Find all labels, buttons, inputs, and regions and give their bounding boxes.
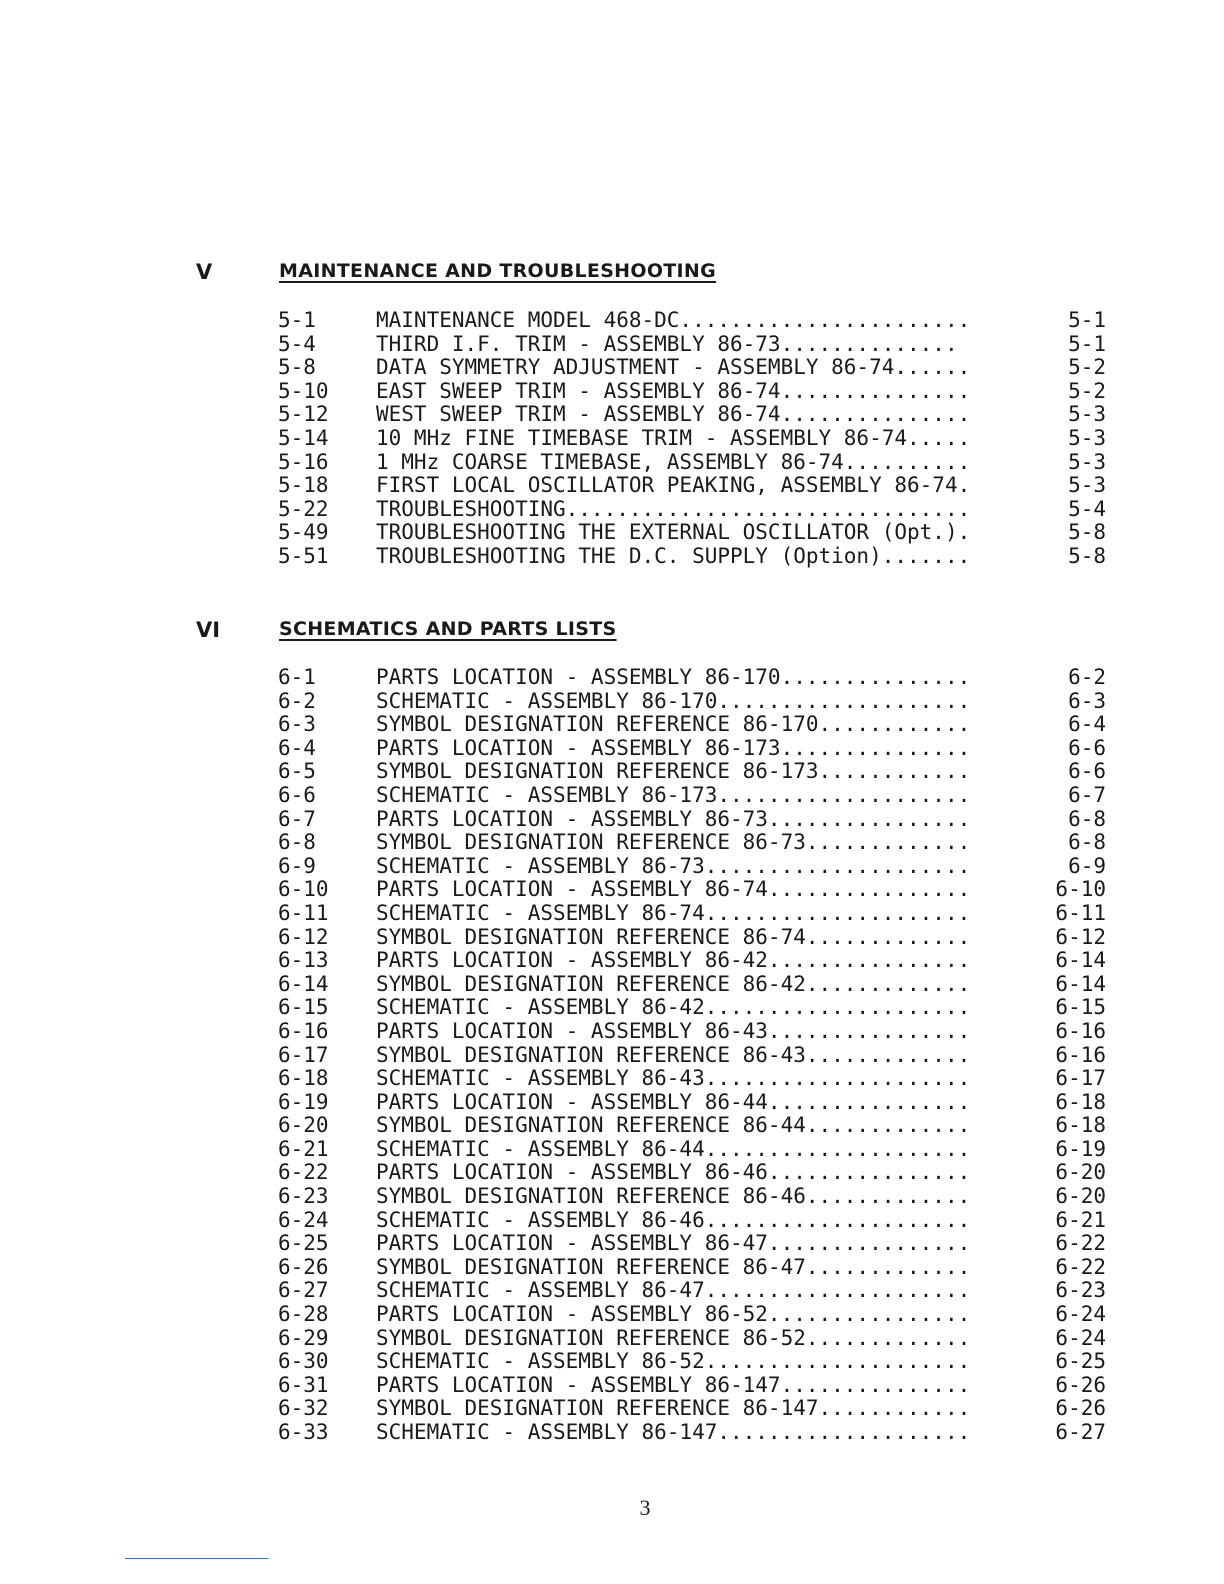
toc-entry-page: 6-26 (1055, 1372, 1106, 1397)
toc-entry-number: 5-18 (278, 473, 329, 498)
footer-divider (125, 1558, 268, 1559)
toc-entry-page: 6-9 (1068, 853, 1106, 878)
toc-entry-title: SYMBOL DESIGNATION REFERENCE 86-170............ (376, 713, 971, 737)
toc-entry-number: 6-19 (278, 1089, 329, 1114)
toc-entry-number: 5-14 (278, 425, 329, 450)
toc-entry-page: 6-19 (1055, 1136, 1106, 1161)
toc-entry (0, 690, 1224, 714)
toc-entry-page: 6-4 (1068, 712, 1106, 737)
toc-entry (0, 1020, 1224, 1044)
toc-entry-number: 6-22 (278, 1160, 329, 1185)
toc-entry-page: 6-24 (1055, 1302, 1106, 1327)
toc-entry-number: 6-1 (278, 665, 316, 689)
toc-entry (0, 451, 1224, 475)
toc-entry-number: 6-16 (278, 1018, 329, 1043)
toc-entry-number: 5-12 (278, 402, 329, 427)
toc-entry (0, 1421, 1224, 1445)
toc-entry-page: 6-25 (1055, 1349, 1106, 1374)
section-title: MAINTENANCE AND TROUBLESHOOTING (279, 260, 717, 282)
toc-entry-page: 6-18 (1055, 1089, 1106, 1114)
toc-entry-title: PARTS LOCATION - ASSEMBLY 86-46................ (376, 1161, 971, 1185)
toc-entry-title: PARTS LOCATION - ASSEMBLY 86-170............... (376, 666, 971, 689)
toc-entry (0, 1114, 1224, 1138)
toc-entry-number: 5-51 (278, 543, 329, 568)
toc-entry-page: 5-1 (1068, 308, 1106, 332)
toc-entry-title: PARTS LOCATION - ASSEMBLY 86-52................ (376, 1303, 971, 1327)
toc-entry-page: 6-20 (1055, 1184, 1106, 1209)
toc-entry-number: 6-3 (278, 712, 316, 737)
toc-entry-title: TROUBLESHOOTING THE EXTERNAL OSCILLATOR (Opt.). (376, 521, 971, 545)
toc-entry (0, 666, 1224, 690)
toc-entry-number: 5-8 (278, 355, 316, 380)
toc-entry-number: 6-4 (278, 735, 316, 760)
toc-entry-page: 6-8 (1068, 806, 1106, 831)
toc-entry-title: SCHEMATIC - ASSEMBLY 86-170.................... (376, 689, 971, 713)
toc-entry (0, 1209, 1224, 1233)
toc-entry-title: SCHEMATIC - ASSEMBLY 86-73..................... (376, 854, 971, 878)
toc-entry (0, 1232, 1224, 1256)
toc-entry-page: 5-3 (1068, 402, 1106, 427)
toc-entry-title: SYMBOL DESIGNATION REFERENCE 86-147............ (376, 1397, 971, 1421)
toc-entry-page: 5-3 (1068, 449, 1106, 474)
toc-entry-page: 6-8 (1068, 830, 1106, 855)
toc-entry-page: 5-3 (1068, 425, 1106, 450)
toc-entry-title: MAINTENANCE MODEL 468-DC....................... (376, 309, 971, 332)
toc-entry (0, 878, 1224, 902)
toc-entry-page: 6-10 (1055, 877, 1106, 902)
toc-entry-title: PARTS LOCATION - ASSEMBLY 86-147............... (376, 1373, 971, 1397)
toc-entry-number: 6-15 (278, 995, 329, 1020)
toc-entry-number: 6-25 (278, 1231, 329, 1256)
toc-entry-page: 6-6 (1068, 759, 1106, 784)
toc-entry-number: 5-1 (278, 308, 316, 332)
toc-entry-title: SYMBOL DESIGNATION REFERENCE 86-47............. (376, 1255, 971, 1279)
toc-entry-title: 10 MHz FINE TIMEBASE TRIM - ASSEMBLY 86-74..... (376, 426, 971, 450)
toc-entry-number: 6-18 (278, 1066, 329, 1091)
toc-entry-title: SYMBOL DESIGNATION REFERENCE 86-42............. (376, 972, 971, 996)
toc-entry-title: SCHEMATIC - ASSEMBLY 86-47..................... (376, 1279, 971, 1303)
toc-entry-number: 6-30 (278, 1349, 329, 1374)
toc-entry-number: 6-21 (278, 1136, 329, 1161)
toc-entry (0, 427, 1224, 451)
toc-entry-number: 6-27 (278, 1278, 329, 1303)
toc-entry (0, 855, 1224, 879)
toc-entry-title: SCHEMATIC - ASSEMBLY 86-44..................... (376, 1137, 971, 1161)
toc-entry-number: 6-14 (278, 971, 329, 996)
toc-entry (0, 403, 1224, 427)
toc-entry-title: SCHEMATIC - ASSEMBLY 86-42..................... (376, 996, 971, 1020)
toc-entry-number: 6-5 (278, 759, 316, 784)
toc-entry (0, 784, 1224, 808)
toc-entry-page: 5-8 (1068, 543, 1106, 568)
toc-entry-title: SYMBOL DESIGNATION REFERENCE 86-44............. (376, 1114, 971, 1138)
toc-entry-page: 6-24 (1055, 1325, 1106, 1350)
toc-entry-page: 6-26 (1055, 1396, 1106, 1421)
toc-entry-title: SYMBOL DESIGNATION REFERENCE 86-52............. (376, 1326, 971, 1350)
toc-entry (0, 333, 1224, 357)
toc-entry (0, 737, 1224, 761)
toc-entry-number: 6-23 (278, 1184, 329, 1209)
toc-entry-number: 6-24 (278, 1207, 329, 1232)
toc-entry-page: 6-15 (1055, 995, 1106, 1020)
toc-entry (0, 521, 1224, 545)
toc-entry-title: FIRST LOCAL OSCILLATOR PEAKING, ASSEMBLY 86-74. (376, 474, 971, 498)
toc-entry (0, 545, 1224, 569)
toc-entry-title: PARTS LOCATION - ASSEMBLY 86-44................ (376, 1090, 971, 1114)
toc-entry-number: 6-9 (278, 853, 316, 878)
toc-entry-title: SYMBOL DESIGNATION REFERENCE 86-74............. (376, 925, 971, 949)
toc-entry-title: SCHEMATIC - ASSEMBLY 86-52..................... (376, 1350, 971, 1374)
toc-entry-title: SYMBOL DESIGNATION REFERENCE 86-173............ (376, 760, 971, 784)
toc-entry (0, 1350, 1224, 1374)
toc-entry-title: TROUBLESHOOTING................................ (376, 497, 971, 521)
toc-entry-page: 6-2 (1068, 665, 1106, 689)
toc-entry-page: 6-17 (1055, 1066, 1106, 1091)
toc-entry-page: 5-1 (1068, 331, 1106, 356)
toc-entry-title: EAST SWEEP TRIM - ASSEMBLY 86-74............... (376, 379, 971, 403)
toc-entry (0, 1327, 1224, 1351)
toc-entry-title: 1 MHz COARSE TIMEBASE, ASSEMBLY 86-74.......... (376, 450, 971, 474)
toc-entry-number: 6-13 (278, 948, 329, 973)
toc-entry-page: 6-14 (1055, 948, 1106, 973)
toc-entry-number: 6-12 (278, 924, 329, 949)
toc-entry-number: 6-33 (278, 1420, 329, 1444)
toc-entry (0, 1303, 1224, 1327)
toc-entry-page: 6-21 (1055, 1207, 1106, 1232)
toc-entry (0, 1138, 1224, 1162)
toc-entry-title: PARTS LOCATION - ASSEMBLY 86-43................ (376, 1019, 971, 1043)
toc-entry (0, 1091, 1224, 1115)
toc-entry-title: PARTS LOCATION - ASSEMBLY 86-173............... (376, 736, 971, 760)
toc-entry (0, 831, 1224, 855)
toc-entry-number: 6-31 (278, 1372, 329, 1397)
toc-entry-title: WEST SWEEP TRIM - ASSEMBLY 86-74............... (376, 403, 971, 427)
toc-entry (0, 1161, 1224, 1185)
toc-entry-title: SCHEMATIC - ASSEMBLY 86-74..................... (376, 901, 971, 925)
toc-entry (0, 1044, 1224, 1068)
toc-entry (0, 713, 1224, 737)
toc-entry-page: 5-2 (1068, 355, 1106, 380)
toc-entry-title: PARTS LOCATION - ASSEMBLY 86-42................ (376, 949, 971, 973)
toc-entry (0, 996, 1224, 1020)
toc-entry-page: 6-23 (1055, 1278, 1106, 1303)
toc-entry (0, 973, 1224, 997)
toc-entry (0, 760, 1224, 784)
toc-entry-number: 5-49 (278, 520, 329, 545)
page-number: 3 (639, 1495, 651, 1520)
toc-entry-page: 6-18 (1055, 1113, 1106, 1138)
toc-entry-page: 6-12 (1055, 924, 1106, 949)
toc-entry (0, 1185, 1224, 1209)
toc-entry (0, 356, 1224, 380)
toc-entry-title: SCHEMATIC - ASSEMBLY 86-173.................... (376, 783, 971, 807)
section-title: SCHEMATICS AND PARTS LISTS (279, 618, 617, 640)
section-number: V (196, 260, 213, 284)
toc-entry-number: 6-11 (278, 900, 329, 925)
toc-entry-title: TROUBLESHOOTING THE D.C. SUPPLY (Option)....... (376, 544, 971, 568)
toc-entry-title: THIRD I.F. TRIM - ASSEMBLY 86-73.............. (376, 332, 958, 356)
toc-entry (0, 380, 1224, 404)
toc-entry-number: 5-10 (278, 378, 329, 403)
toc-entry-page: 6-16 (1055, 1018, 1106, 1043)
toc-entry (0, 1279, 1224, 1303)
toc-entry-number: 6-28 (278, 1302, 329, 1327)
toc-entry-title: PARTS LOCATION - ASSEMBLY 86-73................ (376, 807, 971, 831)
toc-list-section-vi (0, 666, 1224, 1445)
toc-entry-number: 6-8 (278, 830, 316, 855)
toc-entry (0, 1374, 1224, 1398)
toc-entry-page: 6-27 (1055, 1420, 1106, 1444)
toc-entry-number: 6-2 (278, 688, 316, 713)
toc-entry (0, 474, 1224, 498)
toc-entry-title: SYMBOL DESIGNATION REFERENCE 86-73............. (376, 831, 971, 855)
section-number: VI (196, 618, 221, 642)
toc-entry (0, 926, 1224, 950)
toc-entry-page: 5-3 (1068, 473, 1106, 498)
toc-list-section-v (0, 309, 1224, 569)
toc-entry-page: 6-20 (1055, 1160, 1106, 1185)
toc-entry (0, 309, 1224, 333)
toc-entry-number: 6-10 (278, 877, 329, 902)
toc-entry-page: 6-6 (1068, 735, 1106, 760)
toc-entry-page: 6-22 (1055, 1231, 1106, 1256)
toc-entry-number: 6-32 (278, 1396, 329, 1421)
toc-entry-page: 6-7 (1068, 782, 1106, 807)
toc-entry (0, 498, 1224, 522)
toc-entry-page: 6-22 (1055, 1254, 1106, 1279)
toc-entry (0, 949, 1224, 973)
toc-entry-page: 6-3 (1068, 688, 1106, 713)
toc-entry-title: SYMBOL DESIGNATION REFERENCE 86-43............. (376, 1043, 971, 1067)
toc-entry-number: 5-16 (278, 449, 329, 474)
toc-entry-page: 5-2 (1068, 378, 1106, 403)
toc-entry-page: 6-14 (1055, 971, 1106, 996)
toc-entry-title: SCHEMATIC - ASSEMBLY 86-46..................... (376, 1208, 971, 1232)
toc-entry (0, 902, 1224, 926)
toc-entry-number: 6-7 (278, 806, 316, 831)
toc-entry-number: 6-17 (278, 1042, 329, 1067)
toc-entry-title: DATA SYMMETRY ADJUSTMENT - ASSEMBLY 86-74...... (376, 356, 971, 380)
toc-entry-page: 5-8 (1068, 520, 1106, 545)
toc-entry-page: 6-16 (1055, 1042, 1106, 1067)
toc-entry-title: SYMBOL DESIGNATION REFERENCE 86-46............. (376, 1185, 971, 1209)
toc-entry-title: SCHEMATIC - ASSEMBLY 86-43..................... (376, 1067, 971, 1091)
toc-entry (0, 808, 1224, 832)
toc-entry-title: PARTS LOCATION - ASSEMBLY 86-47................ (376, 1232, 971, 1256)
toc-entry-title: SCHEMATIC - ASSEMBLY 86-147.................... (376, 1421, 971, 1444)
toc-entry-number: 5-22 (278, 496, 329, 521)
toc-entry-page: 5-4 (1068, 496, 1106, 521)
toc-entry-page: 6-11 (1055, 900, 1106, 925)
toc-entry-number: 5-4 (278, 331, 316, 356)
toc-entry (0, 1067, 1224, 1091)
toc-entry-number: 6-26 (278, 1254, 329, 1279)
toc-entry (0, 1256, 1224, 1280)
toc-entry (0, 1397, 1224, 1421)
toc-entry-number: 6-20 (278, 1113, 329, 1138)
toc-entry-number: 6-29 (278, 1325, 329, 1350)
toc-entry-title: PARTS LOCATION - ASSEMBLY 86-74................ (376, 878, 971, 902)
toc-entry-number: 6-6 (278, 782, 316, 807)
